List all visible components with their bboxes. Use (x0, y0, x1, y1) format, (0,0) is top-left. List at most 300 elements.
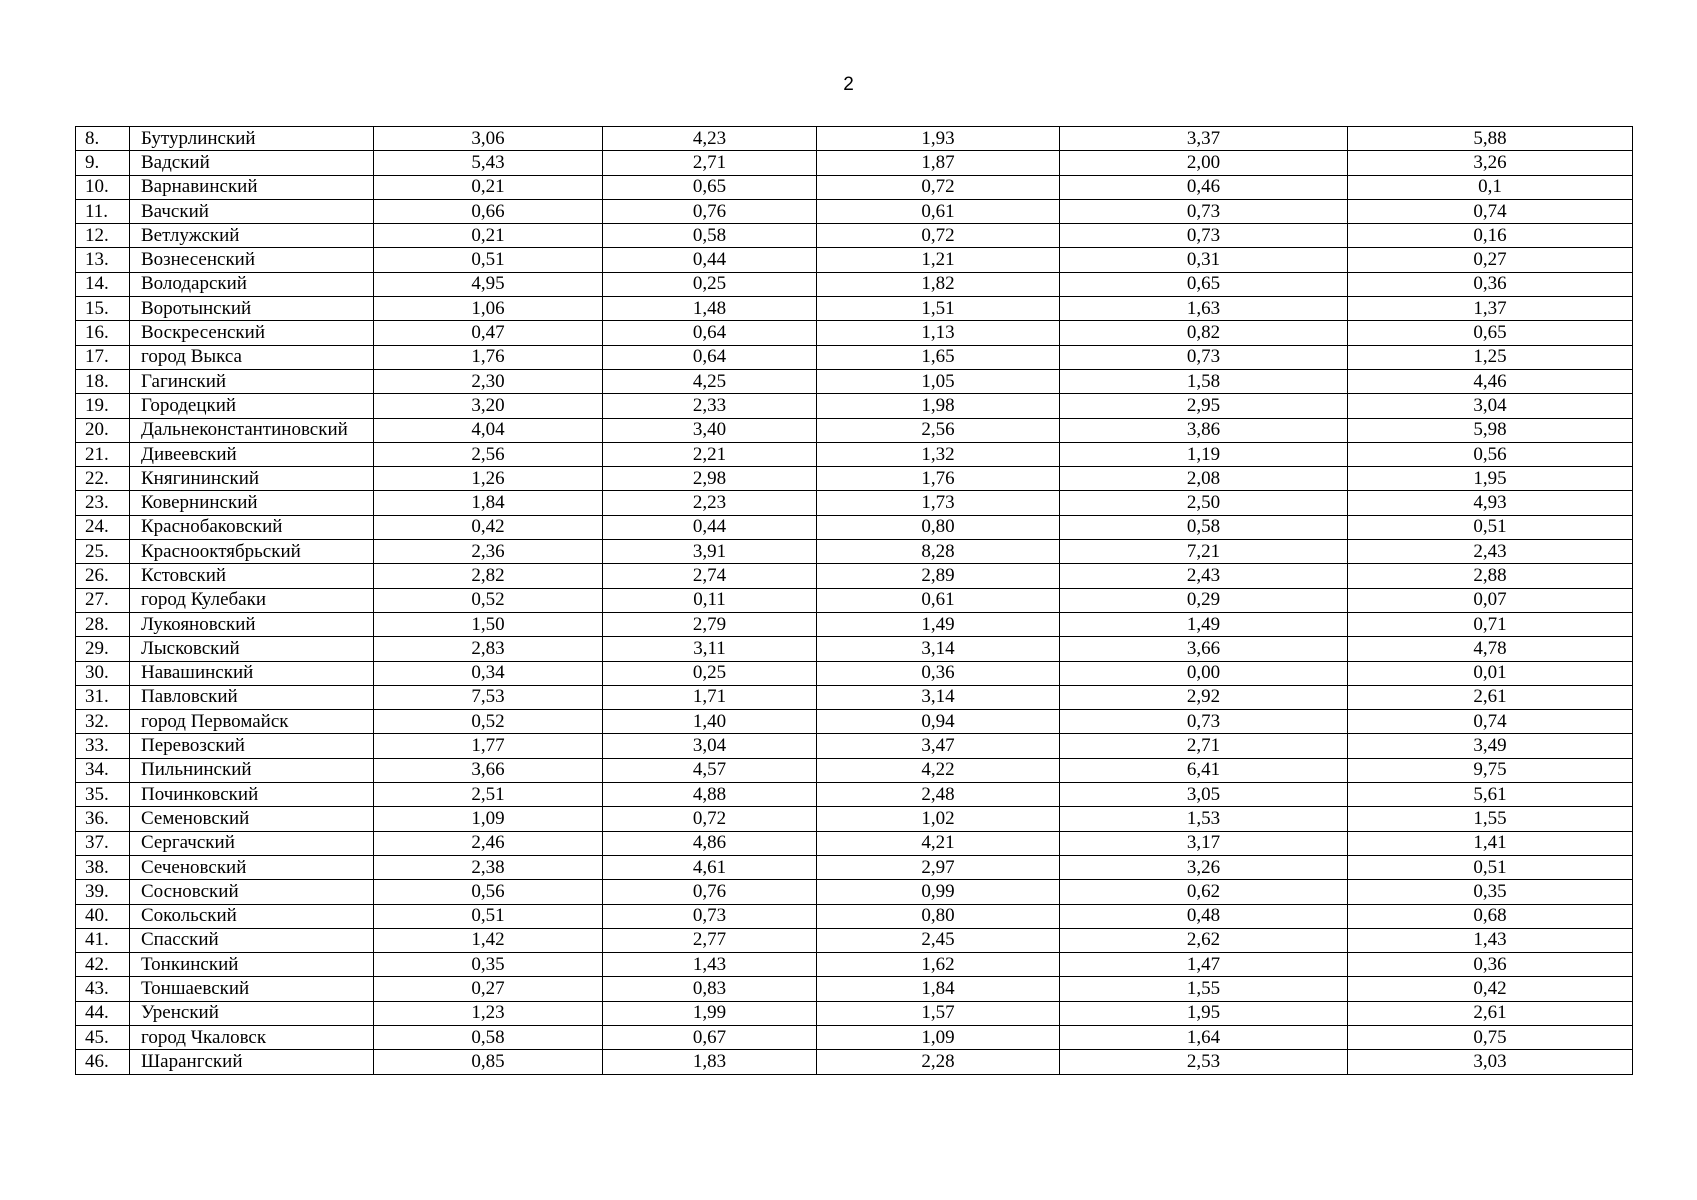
value-col-3-cell: 1,57 (817, 1001, 1060, 1025)
value-col-2-cell: 1,48 (603, 297, 817, 321)
value-col-2-cell: 2,33 (603, 394, 817, 418)
district-name-cell: Лысковский (130, 637, 374, 661)
row-number-cell: 12. (76, 224, 130, 248)
value-col-3-cell: 8,28 (817, 540, 1060, 564)
table-row (76, 467, 1633, 491)
value-col-2-cell: 0,44 (603, 248, 817, 272)
value-col-4-cell: 0,65 (1060, 272, 1348, 296)
row-number-cell: 38. (76, 855, 130, 879)
value-col-3-cell: 1,21 (817, 248, 1060, 272)
table-row (76, 710, 1633, 734)
value-col-1-cell: 3,20 (374, 394, 603, 418)
value-col-4-cell: 2,00 (1060, 151, 1348, 175)
value-col-5-cell: 1,41 (1348, 831, 1633, 855)
value-col-4-cell: 0,58 (1060, 515, 1348, 539)
value-col-1-cell: 0,47 (374, 321, 603, 345)
value-col-1-cell: 2,51 (374, 783, 603, 807)
value-col-4-cell: 0,46 (1060, 175, 1348, 199)
value-col-2-cell: 1,40 (603, 710, 817, 734)
value-col-1-cell: 0,51 (374, 248, 603, 272)
value-col-4-cell: 1,58 (1060, 369, 1348, 393)
table-row (76, 127, 1633, 151)
value-col-1-cell: 3,06 (374, 127, 603, 151)
value-col-4-cell: 3,86 (1060, 418, 1348, 442)
row-number-cell: 40. (76, 904, 130, 928)
row-number-cell: 10. (76, 175, 130, 199)
value-col-5-cell: 0,42 (1348, 977, 1633, 1001)
value-col-2-cell: 0,64 (603, 345, 817, 369)
value-col-5-cell: 0,74 (1348, 710, 1633, 734)
value-col-4-cell: 0,73 (1060, 710, 1348, 734)
district-name-cell: Перевозский (130, 734, 374, 758)
row-number-cell: 26. (76, 564, 130, 588)
value-col-2-cell: 2,79 (603, 612, 817, 636)
district-name-cell: Городецкий (130, 394, 374, 418)
value-col-3-cell: 0,72 (817, 224, 1060, 248)
district-name-cell: Пильнинский (130, 758, 374, 782)
value-col-1-cell: 0,35 (374, 953, 603, 977)
value-col-2-cell: 4,61 (603, 855, 817, 879)
value-col-5-cell: 3,26 (1348, 151, 1633, 175)
district-name-cell: город Выкса (130, 345, 374, 369)
value-col-1-cell: 0,52 (374, 710, 603, 734)
district-name-cell: Дальнеконстантиновский (130, 418, 374, 442)
row-number-cell: 24. (76, 515, 130, 539)
row-number-cell: 45. (76, 1025, 130, 1049)
value-col-4-cell: 1,95 (1060, 1001, 1348, 1025)
table-row (76, 661, 1633, 685)
table-row (76, 1050, 1633, 1074)
value-col-4-cell: 2,95 (1060, 394, 1348, 418)
row-number-cell: 41. (76, 928, 130, 952)
value-col-4-cell: 1,64 (1060, 1025, 1348, 1049)
row-number-cell: 33. (76, 734, 130, 758)
value-col-5-cell: 2,61 (1348, 685, 1633, 709)
value-col-4-cell: 2,53 (1060, 1050, 1348, 1074)
district-name-cell: Спасский (130, 928, 374, 952)
value-col-1-cell: 2,83 (374, 637, 603, 661)
table-row (76, 151, 1633, 175)
value-col-5-cell: 1,95 (1348, 467, 1633, 491)
value-col-3-cell: 1,05 (817, 369, 1060, 393)
district-name-cell: Вадский (130, 151, 374, 175)
district-name-cell: город Чкаловск (130, 1025, 374, 1049)
district-name-cell: Сосновский (130, 880, 374, 904)
value-col-1-cell: 0,66 (374, 199, 603, 223)
district-name-cell: Семеновский (130, 807, 374, 831)
table-row (76, 418, 1633, 442)
value-col-1-cell: 1,76 (374, 345, 603, 369)
value-col-2-cell: 0,44 (603, 515, 817, 539)
value-col-1-cell: 0,51 (374, 904, 603, 928)
row-number-cell: 27. (76, 588, 130, 612)
table-row (76, 175, 1633, 199)
table-row (76, 442, 1633, 466)
value-col-2-cell: 4,57 (603, 758, 817, 782)
value-col-3-cell: 0,80 (817, 515, 1060, 539)
value-col-2-cell: 0,65 (603, 175, 817, 199)
value-col-3-cell: 1,82 (817, 272, 1060, 296)
value-col-5-cell: 3,04 (1348, 394, 1633, 418)
row-number-cell: 42. (76, 953, 130, 977)
value-col-1-cell: 0,56 (374, 880, 603, 904)
row-number-cell: 21. (76, 442, 130, 466)
value-col-5-cell: 0,07 (1348, 588, 1633, 612)
district-name-cell: Уренский (130, 1001, 374, 1025)
value-col-4-cell: 3,66 (1060, 637, 1348, 661)
value-col-4-cell: 6,41 (1060, 758, 1348, 782)
row-number-cell: 16. (76, 321, 130, 345)
row-number-cell: 37. (76, 831, 130, 855)
value-col-2-cell: 2,77 (603, 928, 817, 952)
data-table (75, 126, 1633, 1075)
value-col-5-cell: 2,43 (1348, 540, 1633, 564)
value-col-2-cell: 4,23 (603, 127, 817, 151)
value-col-4-cell: 3,17 (1060, 831, 1348, 855)
district-name-cell: Вознесенский (130, 248, 374, 272)
value-col-3-cell: 2,45 (817, 928, 1060, 952)
table-row (76, 928, 1633, 952)
value-col-3-cell: 3,14 (817, 685, 1060, 709)
district-name-cell: Володарский (130, 272, 374, 296)
value-col-4-cell: 0,73 (1060, 199, 1348, 223)
value-col-5-cell: 0,65 (1348, 321, 1633, 345)
value-col-5-cell: 0,27 (1348, 248, 1633, 272)
value-col-1-cell: 1,09 (374, 807, 603, 831)
table-row (76, 394, 1633, 418)
table-row (76, 321, 1633, 345)
row-number-cell: 22. (76, 467, 130, 491)
value-col-4-cell: 1,49 (1060, 612, 1348, 636)
value-col-5-cell: 2,61 (1348, 1001, 1633, 1025)
value-col-5-cell: 0,56 (1348, 442, 1633, 466)
value-col-3-cell: 2,56 (817, 418, 1060, 442)
value-col-3-cell: 2,89 (817, 564, 1060, 588)
value-col-3-cell: 0,61 (817, 199, 1060, 223)
row-number-cell: 36. (76, 807, 130, 831)
value-col-4-cell: 0,29 (1060, 588, 1348, 612)
value-col-4-cell: 0,73 (1060, 224, 1348, 248)
value-col-2-cell: 4,86 (603, 831, 817, 855)
value-col-3-cell: 0,36 (817, 661, 1060, 685)
district-name-cell: Воротынский (130, 297, 374, 321)
value-col-1-cell: 4,04 (374, 418, 603, 442)
value-col-2-cell: 0,73 (603, 904, 817, 928)
district-name-cell: Дивеевский (130, 442, 374, 466)
value-col-3-cell: 1,76 (817, 467, 1060, 491)
row-number-cell: 9. (76, 151, 130, 175)
value-col-1-cell: 2,30 (374, 369, 603, 393)
value-col-3-cell: 0,94 (817, 710, 1060, 734)
district-name-cell: Княгининский (130, 467, 374, 491)
value-col-2-cell: 2,71 (603, 151, 817, 175)
value-col-5-cell: 5,88 (1348, 127, 1633, 151)
value-col-1-cell: 0,58 (374, 1025, 603, 1049)
value-col-1-cell: 1,06 (374, 297, 603, 321)
row-number-cell: 8. (76, 127, 130, 151)
value-col-1-cell: 0,52 (374, 588, 603, 612)
value-col-5-cell: 0,51 (1348, 515, 1633, 539)
value-col-3-cell: 1,62 (817, 953, 1060, 977)
value-col-2-cell: 2,21 (603, 442, 817, 466)
table-row (76, 248, 1633, 272)
value-col-5-cell: 0,51 (1348, 855, 1633, 879)
district-name-cell: Лукояновский (130, 612, 374, 636)
value-col-2-cell: 1,83 (603, 1050, 817, 1074)
value-col-5-cell: 0,68 (1348, 904, 1633, 928)
row-number-cell: 25. (76, 540, 130, 564)
district-name-cell: город Первомайск (130, 710, 374, 734)
table-row (76, 880, 1633, 904)
value-col-3-cell: 2,28 (817, 1050, 1060, 1074)
value-col-3-cell: 0,61 (817, 588, 1060, 612)
value-col-1-cell: 1,26 (374, 467, 603, 491)
value-col-4-cell: 0,73 (1060, 345, 1348, 369)
row-number-cell: 19. (76, 394, 130, 418)
row-number-cell: 43. (76, 977, 130, 1001)
value-col-4-cell: 0,31 (1060, 248, 1348, 272)
value-col-2-cell: 1,99 (603, 1001, 817, 1025)
value-col-1-cell: 0,21 (374, 175, 603, 199)
value-col-2-cell: 0,83 (603, 977, 817, 1001)
table-row (76, 685, 1633, 709)
value-col-2-cell: 1,71 (603, 685, 817, 709)
district-name-cell: Воскресенский (130, 321, 374, 345)
table-row (76, 369, 1633, 393)
district-name-cell: Гагинский (130, 369, 374, 393)
value-col-5-cell: 4,46 (1348, 369, 1633, 393)
value-col-4-cell: 3,26 (1060, 855, 1348, 879)
value-col-2-cell: 0,67 (603, 1025, 817, 1049)
value-col-4-cell: 1,47 (1060, 953, 1348, 977)
value-col-5-cell: 0,01 (1348, 661, 1633, 685)
value-col-1-cell: 4,95 (374, 272, 603, 296)
value-col-3-cell: 1,93 (817, 127, 1060, 151)
value-col-5-cell: 3,03 (1348, 1050, 1633, 1074)
value-col-1-cell: 3,66 (374, 758, 603, 782)
value-col-4-cell: 2,92 (1060, 685, 1348, 709)
value-col-5-cell: 0,71 (1348, 612, 1633, 636)
value-col-5-cell: 4,78 (1348, 637, 1633, 661)
value-col-2-cell: 3,04 (603, 734, 817, 758)
district-name-cell: Краснобаковский (130, 515, 374, 539)
value-col-2-cell: 0,25 (603, 661, 817, 685)
table-row (76, 953, 1633, 977)
value-col-4-cell: 2,43 (1060, 564, 1348, 588)
value-col-1-cell: 0,21 (374, 224, 603, 248)
table-row (76, 637, 1633, 661)
value-col-2-cell: 0,58 (603, 224, 817, 248)
value-col-4-cell: 3,05 (1060, 783, 1348, 807)
value-col-5-cell: 0,16 (1348, 224, 1633, 248)
value-col-5-cell: 1,43 (1348, 928, 1633, 952)
table-row (76, 1001, 1633, 1025)
row-number-cell: 15. (76, 297, 130, 321)
value-col-3-cell: 0,99 (817, 880, 1060, 904)
row-number-cell: 13. (76, 248, 130, 272)
value-col-4-cell: 1,19 (1060, 442, 1348, 466)
value-col-3-cell: 1,65 (817, 345, 1060, 369)
value-col-5-cell: 0,36 (1348, 953, 1633, 977)
row-number-cell: 29. (76, 637, 130, 661)
value-col-1-cell: 5,43 (374, 151, 603, 175)
value-col-3-cell: 1,09 (817, 1025, 1060, 1049)
value-col-1-cell: 0,27 (374, 977, 603, 1001)
value-col-2-cell: 1,43 (603, 953, 817, 977)
value-col-5-cell: 0,74 (1348, 199, 1633, 223)
value-col-1-cell: 1,42 (374, 928, 603, 952)
value-col-1-cell: 1,23 (374, 1001, 603, 1025)
value-col-3-cell: 0,80 (817, 904, 1060, 928)
value-col-3-cell: 2,97 (817, 855, 1060, 879)
value-col-5-cell: 2,88 (1348, 564, 1633, 588)
row-number-cell: 32. (76, 710, 130, 734)
row-number-cell: 39. (76, 880, 130, 904)
district-name-cell: Павловский (130, 685, 374, 709)
row-number-cell: 20. (76, 418, 130, 442)
district-name-cell: город Кулебаки (130, 588, 374, 612)
value-col-2-cell: 3,91 (603, 540, 817, 564)
table-row (76, 977, 1633, 1001)
value-col-3-cell: 1,02 (817, 807, 1060, 831)
value-col-2-cell: 2,98 (603, 467, 817, 491)
value-col-4-cell: 0,00 (1060, 661, 1348, 685)
value-col-3-cell: 3,47 (817, 734, 1060, 758)
row-number-cell: 23. (76, 491, 130, 515)
value-col-2-cell: 0,25 (603, 272, 817, 296)
value-col-1-cell: 1,77 (374, 734, 603, 758)
value-col-3-cell: 1,51 (817, 297, 1060, 321)
value-col-2-cell: 0,11 (603, 588, 817, 612)
district-name-cell: Кстовский (130, 564, 374, 588)
table-row (76, 612, 1633, 636)
table-row (76, 588, 1633, 612)
value-col-4-cell: 2,62 (1060, 928, 1348, 952)
district-name-cell: Вачский (130, 199, 374, 223)
row-number-cell: 31. (76, 685, 130, 709)
value-col-2-cell: 3,11 (603, 637, 817, 661)
table-row (76, 224, 1633, 248)
value-col-3-cell: 4,21 (817, 831, 1060, 855)
value-col-1-cell: 7,53 (374, 685, 603, 709)
value-col-5-cell: 1,25 (1348, 345, 1633, 369)
value-col-1-cell: 1,84 (374, 491, 603, 515)
row-number-cell: 17. (76, 345, 130, 369)
row-number-cell: 14. (76, 272, 130, 296)
value-col-3-cell: 1,84 (817, 977, 1060, 1001)
value-col-5-cell: 9,75 (1348, 758, 1633, 782)
value-col-1-cell: 1,50 (374, 612, 603, 636)
value-col-5-cell: 3,49 (1348, 734, 1633, 758)
value-col-3-cell: 0,72 (817, 175, 1060, 199)
value-col-5-cell: 0,75 (1348, 1025, 1633, 1049)
value-col-5-cell: 0,36 (1348, 272, 1633, 296)
value-col-4-cell: 2,08 (1060, 467, 1348, 491)
row-number-cell: 44. (76, 1001, 130, 1025)
value-col-5-cell: 4,93 (1348, 491, 1633, 515)
row-number-cell: 18. (76, 369, 130, 393)
page-number: 2 (843, 74, 854, 95)
district-name-cell: Тоншаевский (130, 977, 374, 1001)
value-col-2-cell: 4,25 (603, 369, 817, 393)
value-col-1-cell: 2,38 (374, 855, 603, 879)
district-name-cell: Сокольский (130, 904, 374, 928)
table-row (76, 297, 1633, 321)
value-col-4-cell: 1,55 (1060, 977, 1348, 1001)
table-row (76, 345, 1633, 369)
row-number-cell: 28. (76, 612, 130, 636)
value-col-4-cell: 1,53 (1060, 807, 1348, 831)
table-row (76, 515, 1633, 539)
value-col-2-cell: 0,76 (603, 199, 817, 223)
value-col-5-cell: 5,61 (1348, 783, 1633, 807)
value-col-1-cell: 2,46 (374, 831, 603, 855)
table-row (76, 807, 1633, 831)
table-row (76, 734, 1633, 758)
value-col-4-cell: 0,62 (1060, 880, 1348, 904)
value-col-1-cell: 0,85 (374, 1050, 603, 1074)
value-col-1-cell: 0,42 (374, 515, 603, 539)
table-row (76, 758, 1633, 782)
value-col-1-cell: 2,82 (374, 564, 603, 588)
value-col-5-cell: 0,35 (1348, 880, 1633, 904)
district-name-cell: Тонкинский (130, 953, 374, 977)
value-col-3-cell: 1,32 (817, 442, 1060, 466)
table-row (76, 272, 1633, 296)
value-col-5-cell: 1,55 (1348, 807, 1633, 831)
value-col-3-cell: 1,87 (817, 151, 1060, 175)
row-number-cell: 30. (76, 661, 130, 685)
table-row (76, 855, 1633, 879)
district-name-cell: Ветлужский (130, 224, 374, 248)
row-number-cell: 11. (76, 199, 130, 223)
value-col-3-cell: 2,48 (817, 783, 1060, 807)
value-col-2-cell: 2,23 (603, 491, 817, 515)
table-body (76, 127, 1633, 1075)
value-col-4-cell: 3,37 (1060, 127, 1348, 151)
value-col-1-cell: 2,56 (374, 442, 603, 466)
value-col-3-cell: 1,73 (817, 491, 1060, 515)
table-row (76, 491, 1633, 515)
table-row (76, 564, 1633, 588)
value-col-4-cell: 2,50 (1060, 491, 1348, 515)
value-col-3-cell: 3,14 (817, 637, 1060, 661)
value-col-2-cell: 3,40 (603, 418, 817, 442)
value-col-3-cell: 1,98 (817, 394, 1060, 418)
district-name-cell: Шарангский (130, 1050, 374, 1074)
value-col-5-cell: 1,37 (1348, 297, 1633, 321)
value-col-3-cell: 1,13 (817, 321, 1060, 345)
district-name-cell: Сеченовский (130, 855, 374, 879)
row-number-cell: 46. (76, 1050, 130, 1074)
value-col-5-cell: 5,98 (1348, 418, 1633, 442)
district-name-cell: Краснооктябрьский (130, 540, 374, 564)
value-col-2-cell: 4,88 (603, 783, 817, 807)
district-name-cell: Починковский (130, 783, 374, 807)
value-col-2-cell: 2,74 (603, 564, 817, 588)
table-row (76, 1025, 1633, 1049)
district-name-cell: Ковернинский (130, 491, 374, 515)
value-col-4-cell: 0,82 (1060, 321, 1348, 345)
value-col-3-cell: 4,22 (817, 758, 1060, 782)
value-col-3-cell: 1,49 (817, 612, 1060, 636)
value-col-4-cell: 7,21 (1060, 540, 1348, 564)
value-col-1-cell: 2,36 (374, 540, 603, 564)
value-col-2-cell: 0,76 (603, 880, 817, 904)
table-row (76, 540, 1633, 564)
value-col-1-cell: 0,34 (374, 661, 603, 685)
value-col-4-cell: 0,48 (1060, 904, 1348, 928)
